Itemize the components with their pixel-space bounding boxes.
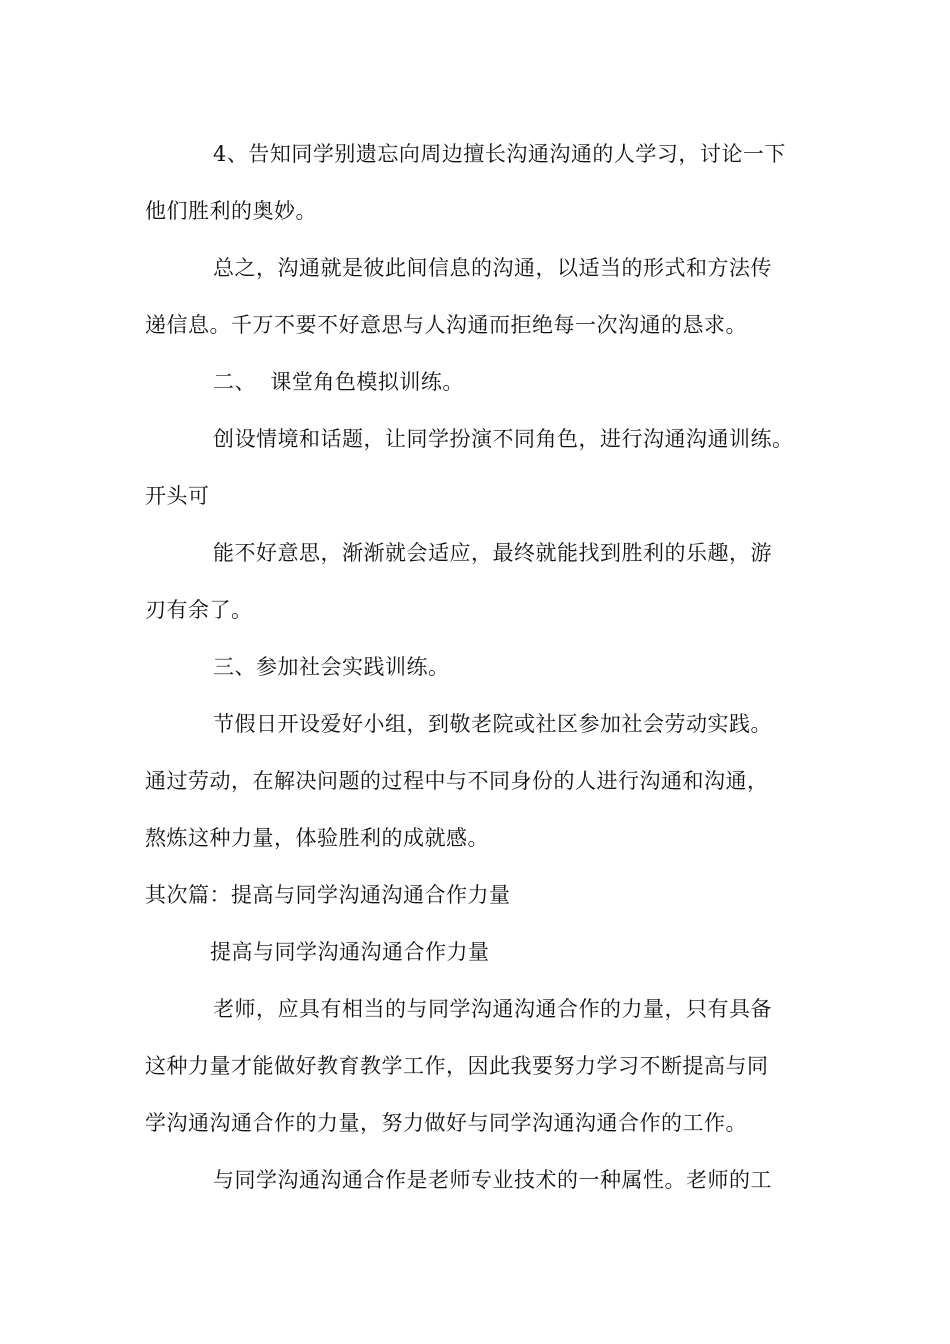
paragraph-line: 开头可: [145, 484, 210, 508]
section-heading: 二、 课堂角色模拟训练。: [213, 370, 464, 394]
paragraph-line: 创设情境和话题，让同学扮演不同角色，进行沟通沟通训练。: [213, 427, 794, 451]
chapter-heading: 其次篇：提高与同学沟通沟通合作力量: [145, 883, 511, 907]
paragraph-line: 能不好意思，渐渐就会适应，最终就能找到胜利的乐趣，游: [213, 541, 772, 565]
paragraph-line: 与同学沟通沟通合作是老师专业技术的一种属性。老师的工: [213, 1168, 772, 1192]
section-heading: 三、参加社会实践训练。: [213, 655, 450, 679]
paragraph-line: 这种力量才能做好教育教学工作，因此我要努力学习不断提高与同: [145, 1054, 769, 1078]
paragraph-line: 总之，沟通就是彼此间信息的沟通，以适当的形式和方法传: [213, 256, 772, 280]
paragraph-line: 节假日开设爱好小组，到敬老院或社区参加社会劳动实践。: [213, 712, 772, 736]
paragraph-line: 刃有余了。: [145, 598, 253, 622]
paragraph-line: 学沟通沟通合作的力量，努力做好与同学沟通沟通合作的工作。: [145, 1111, 747, 1135]
paragraph-line: 熬炼这种力量，体验胜利的成就感。: [145, 826, 489, 850]
paragraph-line: 4、告知同学别遗忘向周边擅长沟通沟通的人学习，讨论一下: [213, 142, 786, 166]
paragraph-line: 递信息。千万不要不好意思与人沟通而拒绝每一次沟通的恳求。: [145, 313, 747, 337]
paragraph-line: 他们胜利的奥妙。: [145, 199, 317, 223]
paragraph-line: 老师，应具有相当的与同学沟通沟通合作的力量，只有具备: [213, 997, 772, 1021]
paragraph-line: 通过劳动，在解决问题的过程中与不同身份的人进行沟通和沟通，: [145, 769, 769, 793]
chapter-subheading: 提高与同学沟通沟通合作力量: [210, 940, 490, 964]
